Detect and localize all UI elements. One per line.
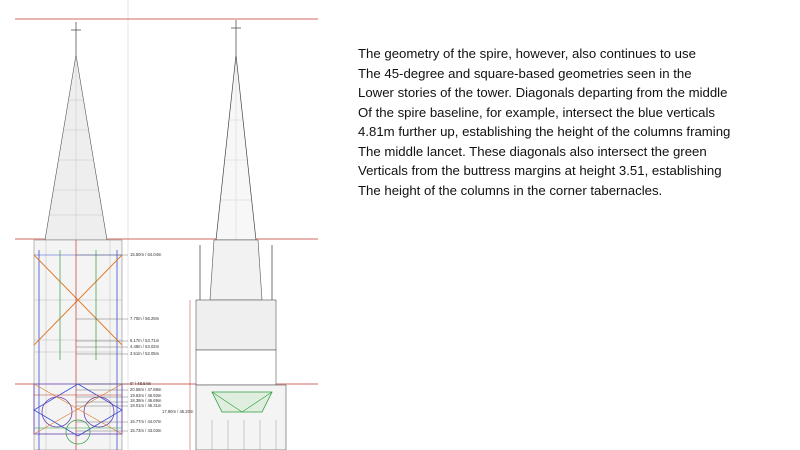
paragraph-line: The geometry of the spire, however, also continues to use <box>358 46 696 61</box>
body-paragraph <box>358 44 788 200</box>
dimension-label: 19.01m / 46.31m <box>130 403 162 408</box>
left-spire <box>34 22 122 450</box>
right-tower-gallery <box>196 350 276 385</box>
dimension-label: 16.77m / 44.07m <box>130 419 162 424</box>
dimension-label: 19.63m / 46.93m <box>130 393 162 398</box>
paragraph-line: Verticals from the buttress margins at height 3.51, establishing <box>358 163 722 178</box>
dimension-label: 0" / 48.54m <box>130 381 152 386</box>
dimension-label: 18.39m / 46.69m <box>130 398 162 403</box>
left-tower-body <box>34 240 122 450</box>
dimension-label: 15.50m / 64.04m <box>130 252 162 257</box>
paragraph-line: The middle lancet. These diagonals also intersect the green <box>358 143 707 159</box>
dimension-label: 20.58m / 47.88m <box>130 387 162 392</box>
dimension-label: 4.48m / 53.02m <box>130 344 160 349</box>
green-tabernacle-geometry <box>212 392 272 412</box>
dimension-labels <box>130 252 194 433</box>
right-belfry-middle <box>196 300 276 350</box>
dimension-label: 15.73m / 43.03m <box>130 428 162 433</box>
right-spire <box>190 20 286 450</box>
paragraph-line: Lower stories of the tower. Diagonals departing from the middle <box>358 85 728 100</box>
paragraph-line: Of the spire baseline, for example, intersect the blue verticals <box>358 104 715 120</box>
right-belfry-upper <box>210 240 262 300</box>
dimension-label: 7.70m / 56.29m <box>130 316 160 321</box>
spire-elevation-drawing <box>0 0 345 450</box>
dimension-label: 17.90m / 45.20m <box>162 409 194 414</box>
paragraph-line: 4.81m further up, establishing the height of the columns framing <box>358 124 731 139</box>
paragraph-line: The height of the columns in the corner tabernacles. <box>358 182 663 198</box>
dimension-label: 5.17m / 53.71m <box>130 338 160 343</box>
dimension-label: 3.51m / 52.05m <box>130 351 160 356</box>
paragraph-line: The 45-degree and square-based geometries seen in the <box>358 65 692 81</box>
